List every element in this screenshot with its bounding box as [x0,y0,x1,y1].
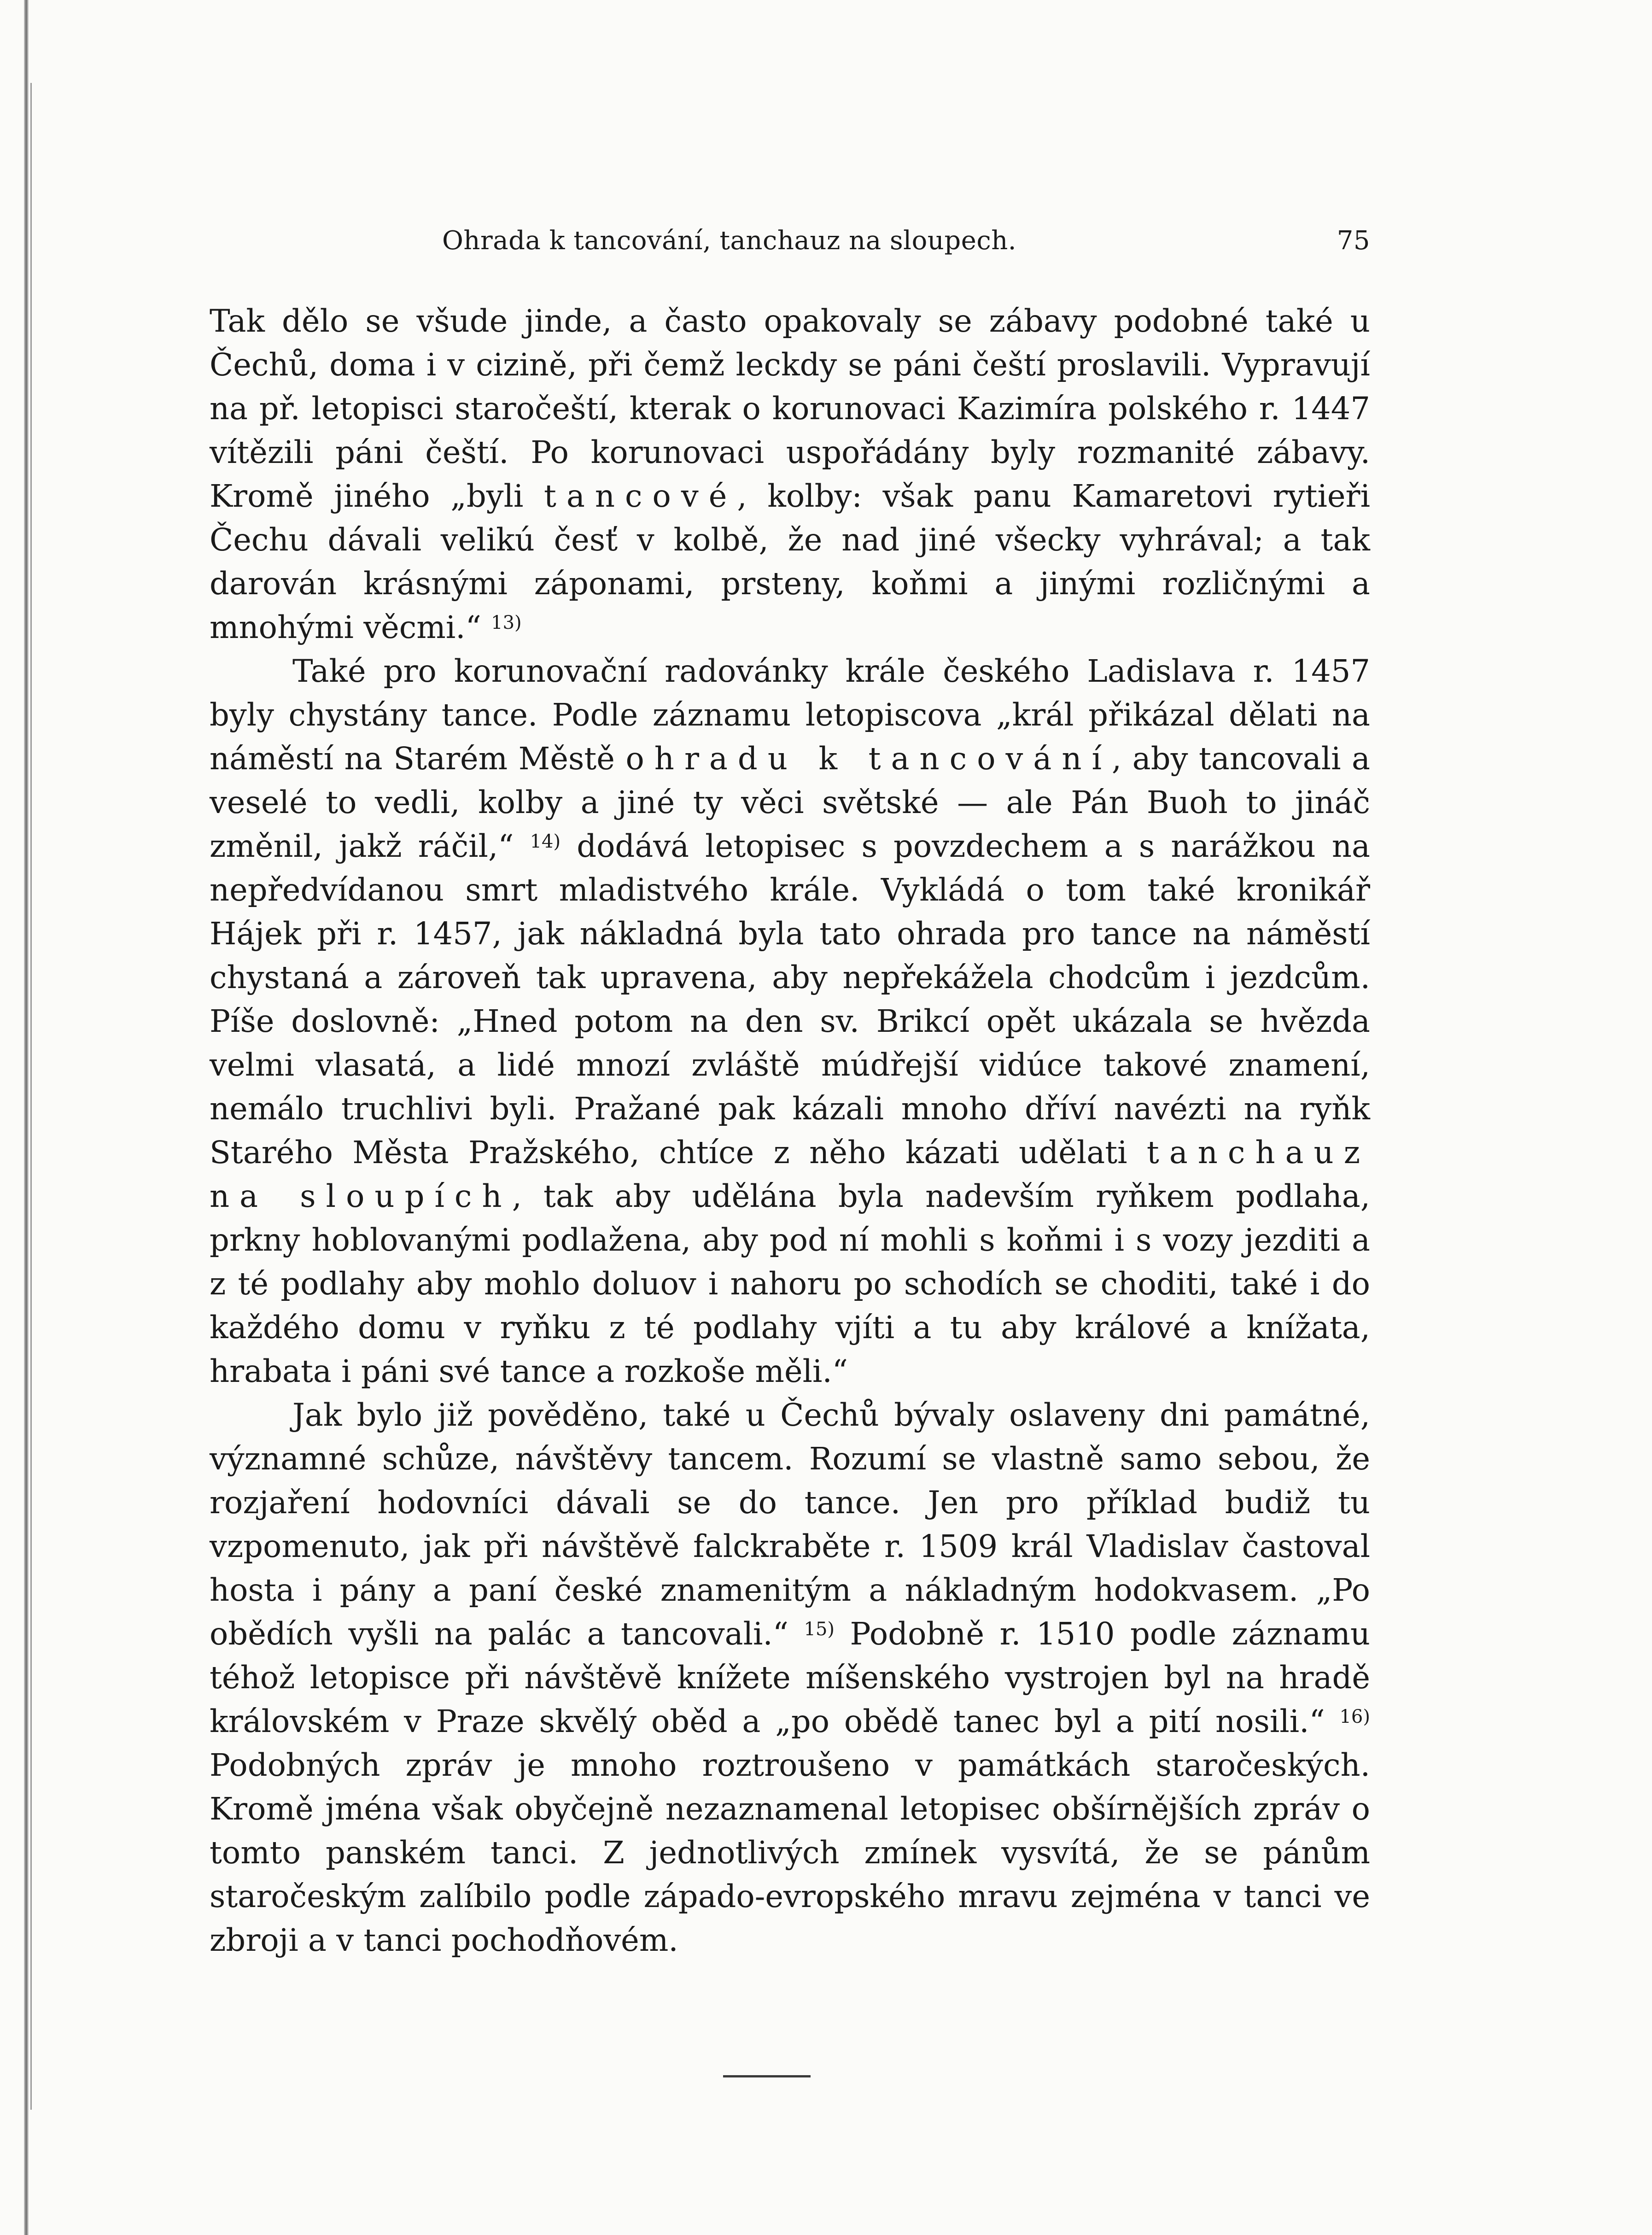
text-run: , kolby: však panu Kamaretovi rytieři Čechu dávali velikú česť v kolbě, že nad jiné všecky vyhrával; a tak darován krásnými záponami, prsteny, koňmi a jinými rozličnými a mnohými věcmi.“ [210,478,1370,645]
page-edge-rule-inner [30,83,32,2110]
paragraph-3 [210,1393,1370,1962]
paragraph-1 [210,299,1370,649]
emphasis-spaced: tancové [544,478,737,514]
running-head-title: Ohrada k tancování, tanchauz na sloupech. [442,226,1017,256]
text-run: Podobných zpráv je mnoho roztroušeno v památkách staročeských. Kromě jména však obyčejně nezaznamenal letopisec obšírnějších zpráv o tomto panském tanci. Z jednotlivých zmínek vysvítá, že se pánům staročeským zalíbilo podle západo-evropského mravu zejména v tanci ve zbroji a v tanci pochodňovém. [210,1747,1370,1958]
text-run: dodává letopisec s povzdechem a s narážkou na nepředvídanou smrt mladistvého krále. Vykládá o tom také kronikář Hájek při r. 1457, jak nákladná byla tato ohrada pro tance na náměstí chystaná a zároveň tak upravena, aby nepřekážela chodcům i jezdcům. Píše doslovně: „Hned potom na den sv. Brikcí opět ukázala se hvězda velmi vlasatá, a lidé mnozí zvláště múdřejší vidúce takové znamení, nemálo truchlivi byli. Pražané pak kázali mnoho dříví navézti na ryňk Starého Města Pražského, chtíce z něho kázati udělati [210,828,1370,1170]
body-text [210,299,1370,1962]
text-run: Jak bylo již pověděno, také u Čechů bývaly oslaveny dni památné, významné schůze, návštěvy tancem. Rozumí se vlastně samo sebou, že rozjaření hodovníci dávali se do tance. Jen pro příklad budiž tu vzpomenuto, jak při návštěvě falckraběte r. 1509 král Vladislav častoval hosta i pány a paní české znamenitým a nákladným hodokvasem. „Po obědích vyšli na palác a tancovali.“ [210,1397,1370,1652]
footnote-ref-14: 14) [530,831,561,852]
running-head [210,216,1370,267]
text-run: , tak aby udělána byla nadevším ryňkem podlaha, prkny hoblovanými podlažena, aby pod ní mohli s koňmi i s vozy jezditi a z té podlahy aby mohlo doluov i nahoru po schodích se choditi, také i do každého domu v ryňku z té podlahy vjíti a tu aby králové a knížata, hrabata i páni své tance a rozkoše měli.“ [210,1178,1371,1389]
footnote-ref-13: 13) [491,612,522,633]
text-run: Tak dělo se všude jinde, a často opakovaly se zábavy podobné také u Čechů, doma i v cizině, při čemž leckdy se páni čeští proslavili. Vypravují na př. letopisci staročeští, kterak o korunovaci Kazimíra polského r. 1447 vítězili páni čeští. Po korunovaci uspořádány byly rozmanité zábavy. Kromě jiného „byli [210,303,1370,514]
paragraph-2 [210,649,1370,1393]
footnote-ref-16: 16) [1339,1706,1370,1727]
footnote-ref-15: 15) [804,1619,835,1640]
page-edge-rule [24,0,29,2235]
end-rule [723,2075,811,2077]
emphasis-spaced: ohradu k tancování [625,741,1112,777]
text-run: , aby tancovali a veselé to vedli, kolby a jiné ty věci světské — ale Pán Buoh to jináč změnil, jakž ráčil,“ [210,741,1370,864]
emphasis-spaced: tanchauz na sloupích [210,1135,1370,1214]
text-run: Také pro korunovační radovánky krále českého Ladislava r. 1457 byly chystány tance. Podle záznamu letopiscova „král přikázal dělati na náměstí na Starém Městě [210,653,1370,777]
text-run: Podobně r. 1510 podle záznamu téhož letopisce při návštěvě knížete míšenského vystrojen byl na hradě královském v Praze skvělý oběd a „po obědě tanec byl a pití nosili.“ [210,1616,1370,1739]
book-page [210,216,1370,1962]
page-number: 75 [1337,226,1370,256]
